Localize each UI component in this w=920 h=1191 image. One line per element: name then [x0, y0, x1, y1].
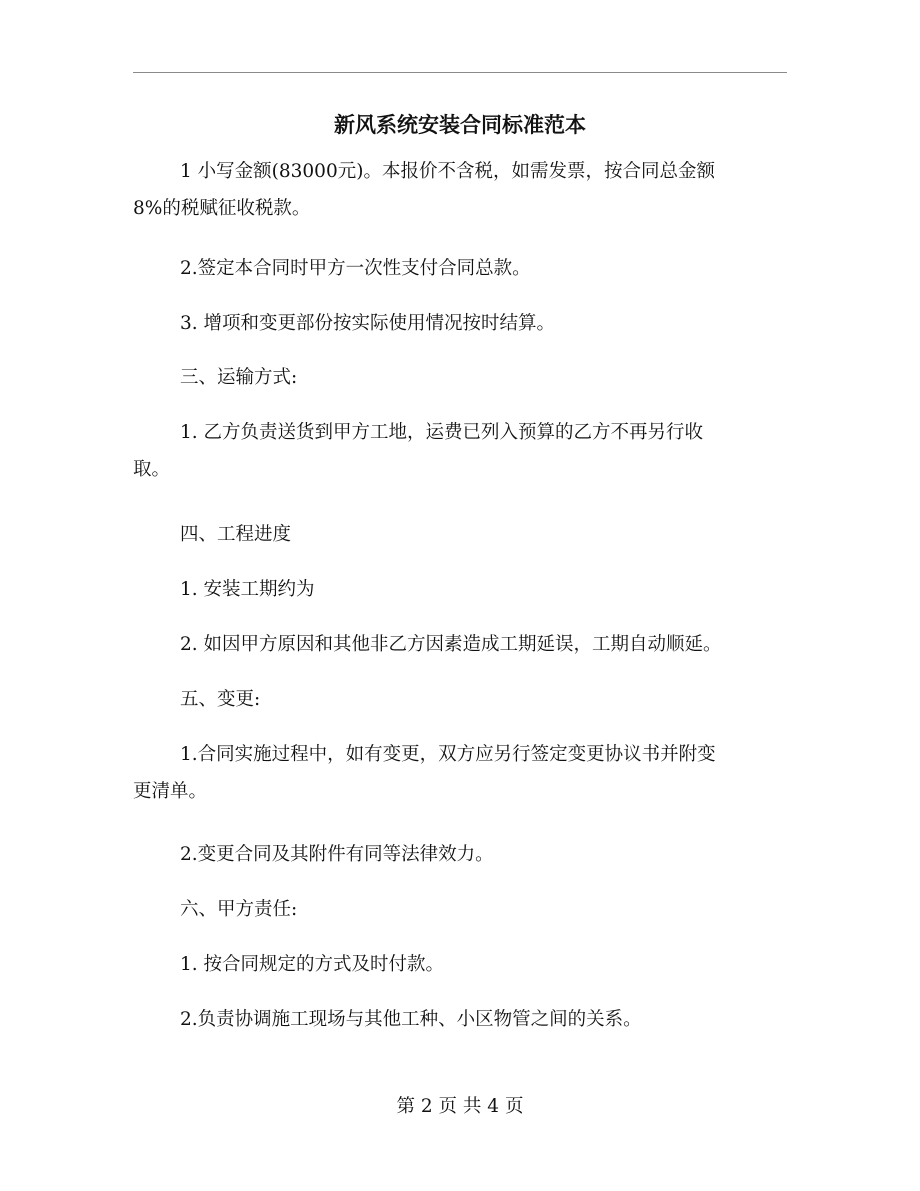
- document-title: 新风系统安装合同标准范本: [334, 112, 586, 137]
- paragraph-line: 三、运输方式:: [180, 367, 298, 388]
- header-rule: [133, 72, 787, 73]
- paragraph-line: 2. 如因甲方原因和其他非乙方因素造成工期延误，工期自动顺延。: [180, 634, 722, 655]
- paragraph-line: 3. 增项和变更部份按实际使用情况按时结算。: [180, 313, 556, 334]
- paragraph-delay: [133, 626, 793, 663]
- section-heading-changes: [133, 681, 793, 718]
- paragraph-delivery: [133, 414, 793, 488]
- paragraph-line: 1. 按合同规定的方式及时付款。: [180, 954, 445, 975]
- paragraph-change-agreement: [133, 736, 793, 810]
- paragraph-line: 1 小写金额(83000元)。本报价不含税，如需发票，按合同总金额: [180, 161, 715, 182]
- paragraph-line: 2.签定本合同时甲方一次性支付合同总款。: [180, 258, 531, 279]
- paragraph-party-a-coordination: [133, 1001, 793, 1038]
- section-heading-transport: [133, 359, 793, 396]
- section-heading-party-a: [133, 891, 793, 928]
- paragraph-party-a-payment: [133, 946, 793, 983]
- paragraph-additions: [133, 305, 793, 342]
- paragraph-duration: [133, 571, 793, 608]
- paragraph-line: 四、工程进度: [180, 524, 292, 545]
- paragraph-line: 更清单。: [133, 781, 208, 802]
- paragraph-line: 2.变更合同及其附件有同等法律效力。: [180, 844, 494, 865]
- paragraph-line: 8%的税赋征收税款。: [133, 198, 311, 219]
- paragraph-amount: [133, 153, 793, 227]
- paragraph-payment: [133, 250, 793, 287]
- paragraph-line: 取。: [133, 459, 171, 480]
- paragraph-line: 1. 乙方负责送货到甲方工地，运费已列入预算的乙方不再另行收: [180, 422, 704, 443]
- paragraph-line: 六、甲方责任:: [180, 899, 298, 920]
- page-number: 第 2 页 共 4 页: [396, 1096, 524, 1117]
- section-heading-schedule: [133, 516, 793, 553]
- paragraph-line: 1.合同实施过程中，如有变更，双方应另行签定变更协议书并附变: [180, 744, 716, 765]
- paragraph-line: 2.负责协调施工现场与其他工种、小区物管之间的关系。: [180, 1009, 642, 1030]
- paragraph-line: 五、变更:: [180, 689, 261, 710]
- paragraph-change-validity: [133, 836, 793, 873]
- paragraph-line: 1. 安装工期约为: [180, 579, 315, 600]
